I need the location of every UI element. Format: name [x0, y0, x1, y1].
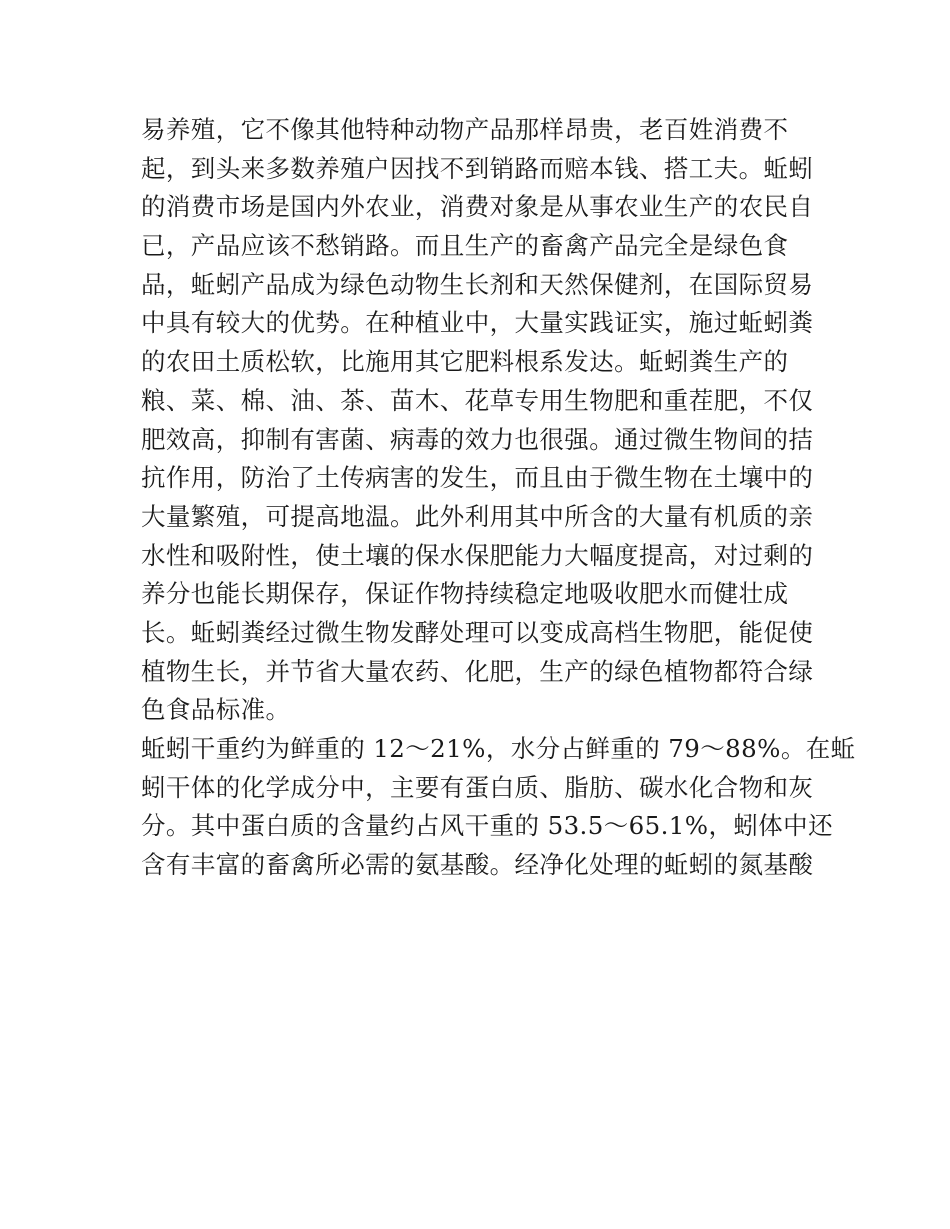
text-line: 已，产品应该不愁销路。而且生产的畜禽产品完全是绿色食 — [141, 231, 789, 261]
text-line: 植物生长，并节省大量农药、化肥，生产的绿色植物都符合绿 — [141, 656, 814, 686]
body-text — [141, 111, 856, 885]
text-line: 蚯蚓干重约为鲜重的 12～21%，水分占鲜重的 79～88%。在蚯 — [141, 734, 856, 763]
text-line: 大量繁殖，可提高地温。此外利用其中所含的大量有机质的亲 — [141, 501, 814, 531]
text-line: 品，蚯蚓产品成为绿色动物生长剂和天然保健剂，在国际贸易 — [141, 269, 814, 299]
text-line: 色食品标准。 — [141, 695, 291, 725]
text-line: 抗作用，防治了土传病害的发生，而且由于微生物在土壤中的 — [141, 463, 814, 493]
text-line: 粮、菜、棉、油、茶、苗木、花草专用生物肥和重茬肥，不仅 — [141, 385, 814, 415]
text-line: 长。蚯蚓粪经过微生物发酵处理可以变成高档生物肥，能促使 — [141, 617, 814, 647]
text-line: 易养殖，它不像其他特种动物产品那样昂贵，老百姓消费不 — [141, 115, 789, 144]
text-line: 中具有较大的优势。在种植业中，大量实践证实，施过蚯蚓粪 — [141, 308, 814, 338]
text-line: 肥效高，抑制有害菌、病毒的效力也很强。通过微生物间的拮 — [141, 424, 814, 454]
text-line: 水性和吸附性，使土壤的保水保肥能力大幅度提高，对过剩的 — [141, 540, 814, 570]
text-line: 分。其中蛋白质的含量约占风干重的 53.5～65.1%，蚓体中还 — [141, 811, 833, 841]
text-line: 含有丰富的畜禽所必需的氨基酸。经净化处理的蚯蚓的氮基酸 — [141, 850, 814, 880]
text-line: 的农田土质松软，比施用其它肥料根系发达。蚯蚓粪生产的 — [141, 347, 789, 377]
text-line: 蚓干体的化学成分中，主要有蛋白质、脂肪、碳水化合物和灰 — [141, 772, 814, 802]
text-line: 养分也能长期保存，保证作物持续稳定地吸收肥水而健壮成 — [141, 579, 789, 609]
text-line: 的消费市场是国内外农业，消费对象是从事农业生产的农民自 — [141, 192, 814, 222]
text-line: 起，到头来多数养殖户因找不到销路而赔本钱、搭工夫。蚯蚓 — [141, 153, 814, 183]
